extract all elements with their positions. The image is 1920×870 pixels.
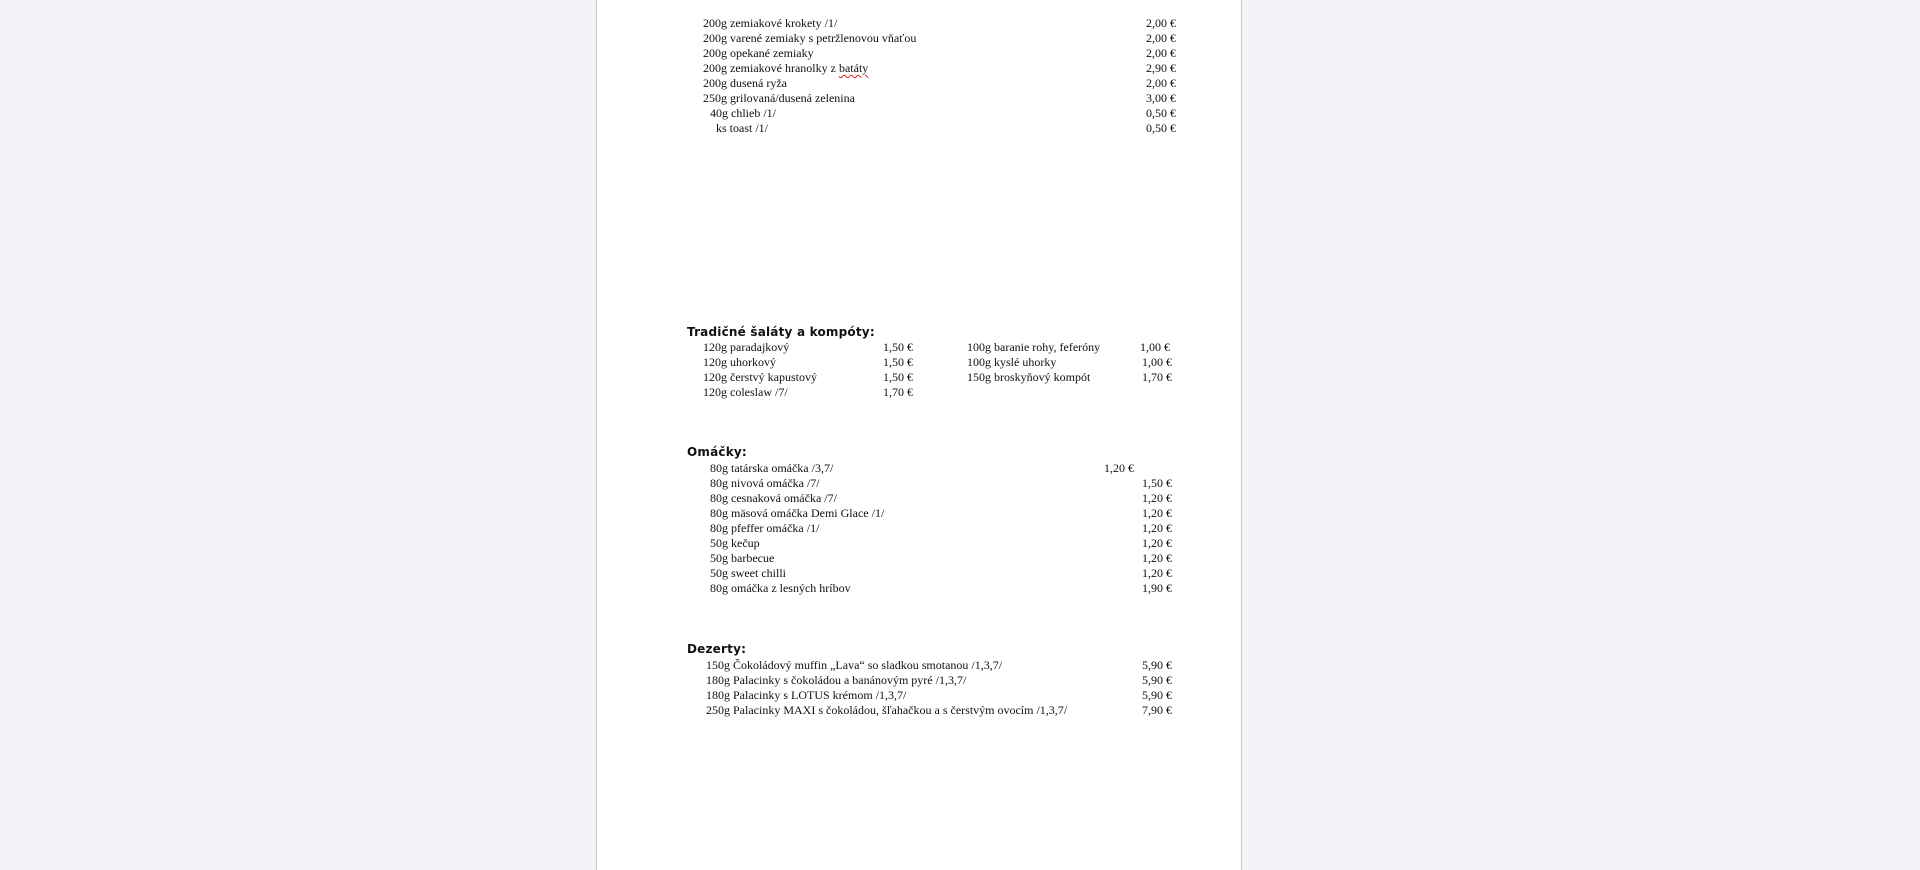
sauce-row: 80g omáčka z lesných hríbov xyxy=(710,581,851,595)
dessert-row: 180g Palacinky s LOTUS krémom /1,3,7/ xyxy=(706,688,907,702)
side-row: 200g varené zemiaky s petržlenovou vňaťou xyxy=(703,31,917,45)
sauce-row: 50g barbecue xyxy=(710,551,775,565)
side-price: 2,00 € xyxy=(1146,76,1176,90)
side-row: 200g dusená ryža xyxy=(703,76,787,90)
dessert-price: 5,90 € xyxy=(1142,673,1172,687)
section-heading-sauces: Omáčky: xyxy=(687,445,747,459)
spellcheck-word: batáty xyxy=(838,61,869,75)
salad-price: 1,00 € xyxy=(1140,340,1170,354)
sauce-price: 1,20 € xyxy=(1142,491,1172,505)
salad-row: 120g coleslaw /7/ xyxy=(703,385,788,399)
salad-price: 1,00 € xyxy=(1142,355,1172,369)
side-price: 2,90 € xyxy=(1146,61,1176,75)
dessert-row: 250g Palacinky MAXI s čokoládou, šľahačkou a s čerstvým ovocím /1,3,7/ xyxy=(706,703,1068,717)
salad-row: 120g čerstvý kapustový xyxy=(703,370,817,384)
sauce-row: 80g nivová omáčka /7/ xyxy=(710,476,820,490)
salad-row: 120g paradajkový xyxy=(703,340,790,354)
side-price: 2,00 € xyxy=(1146,16,1176,30)
dessert-row: 180g Palacinky s čokoládou a banánovým pyré /1,3,7/ xyxy=(706,673,967,687)
sauce-price: 1,20 € xyxy=(1142,551,1172,565)
dessert-price: 7,90 € xyxy=(1142,703,1172,717)
sauce-row: 80g tatárska omáčka /3,7/ xyxy=(710,461,834,475)
dessert-row: 150g Čokoládový muffin „Lava“ so sladkou smotanou /1,3,7/ xyxy=(706,658,1003,672)
sauce-price: 1,20 € xyxy=(1142,521,1172,535)
salad-price: 1,50 € xyxy=(883,370,913,384)
dessert-price: 5,90 € xyxy=(1142,688,1172,702)
sauce-price: 1,50 € xyxy=(1142,476,1172,490)
sauce-price: 1,20 € xyxy=(1142,506,1172,520)
salad-row: 100g kyslé uhorky xyxy=(967,355,1057,369)
salad-price: 1,70 € xyxy=(1142,370,1172,384)
salad-price: 1,70 € xyxy=(883,385,913,399)
salad-row: 150g broskyňový kompót xyxy=(967,370,1091,384)
sauce-price: 1,20 € xyxy=(1142,566,1172,580)
section-heading-salads: Tradičné šaláty a kompóty: xyxy=(687,325,875,339)
salad-row: 120g uhorkový xyxy=(703,355,776,369)
section-heading-desserts: Dezerty: xyxy=(687,642,747,656)
side-price: 0,50 € xyxy=(1146,121,1176,135)
sauce-row: 50g kečup xyxy=(710,536,760,550)
side-row: 200g opekané zemiaky xyxy=(703,46,814,60)
salad-row: 100g baranie rohy, feferóny xyxy=(967,340,1101,354)
salad-price: 1,50 € xyxy=(883,340,913,354)
sauce-price: 1,90 € xyxy=(1142,581,1172,595)
side-row: 200g zemiakové hranolky z batáty xyxy=(703,61,869,75)
side-price: 2,00 € xyxy=(1146,46,1176,60)
document-page xyxy=(596,0,1242,870)
side-row: 200g zemiakové krokety /1/ xyxy=(703,16,838,30)
side-price: 0,50 € xyxy=(1146,106,1176,120)
side-price: 3,00 € xyxy=(1146,91,1176,105)
dessert-price: 5,90 € xyxy=(1142,658,1172,672)
side-row: ks toast /1/ xyxy=(716,121,769,135)
sauce-row: 50g sweet chilli xyxy=(710,566,786,580)
salad-price: 1,50 € xyxy=(883,355,913,369)
sauce-price: 1,20 € xyxy=(1104,461,1134,475)
side-price: 2,00 € xyxy=(1146,31,1176,45)
sauce-row: 80g pfeffer omáčka /1/ xyxy=(710,521,820,535)
side-row: 250g grilovaná/dusená zelenina xyxy=(703,91,855,105)
side-row: 40g chlieb /1/ xyxy=(710,106,776,120)
sauce-row: 80g mäsová omáčka Demi Glace /1/ xyxy=(710,506,885,520)
sauce-row: 80g cesnaková omáčka /7/ xyxy=(710,491,837,505)
sauce-price: 1,20 € xyxy=(1142,536,1172,550)
